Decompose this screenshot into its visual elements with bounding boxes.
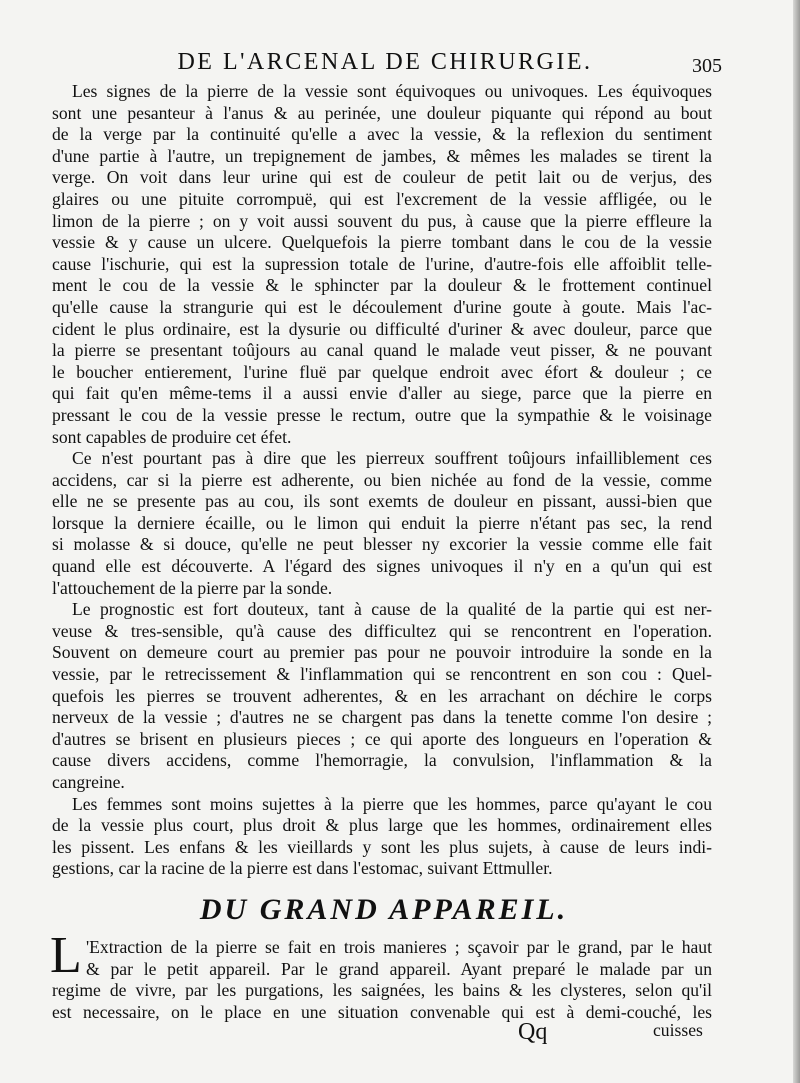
page-number: 305 [692,55,722,77]
text-line: Les femmes sont moins sujettes à la pierre que les hommes, parce qu'ayant le cou [72,793,712,814]
text-line: verge. On voit dans leur urine qui est de couleur de petit lait ou de verjus, des [52,167,712,188]
text-line: regime de vivre, par les purgations, les saignées, les bains & les clysteres, selon qu'il [52,980,712,1001]
text-line: vessie, par le retrecissement & l'inflammation qui se rencontrent en son cou : Quel- [52,664,712,685]
paragraph-exceptions [52,448,712,599]
text-line: Ce n'est pourtant pas à dire que les pierreux souffrent toûjours infailliblement ces [72,448,712,469]
text-line: limon de la pierre ; on y voit aussi souvent du pus, à cause que la pierre effleure la [52,210,712,231]
text-line: & par le petit appareil. Par le grand appareil. Ayant preparé le malade par un [86,958,712,979]
text-line: quand elle est découverte. A l'égard des signes univoques il n'y en a qu'un qui est [52,556,712,577]
text-line: lorsque la derniere écaille, ou le limon qui enduit la pierre n'étant pas sec, la rend [52,512,712,533]
paragraph-women [52,794,712,880]
text-line: d'autres se brisent en plusieurs pieces ; ce qui aporte des longueurs en l'operation & [52,728,712,749]
paragraph-signs [52,81,712,448]
page-edge-shadow [793,0,800,1083]
signature-mark: Qq [518,1019,548,1045]
text-line: sont capables de produire cet éfet. [52,426,292,447]
text-line: nerveux de la vessie ; d'autres ne se chargent pas dans la tenette comme l'on desire ; [52,707,712,728]
text-line: de la verge par la continuité qu'elle a avec la vessie, & la reflexion du sentiment [52,124,712,145]
body-text [52,81,712,880]
text-line: d'une partie à l'autre, un trepignement de jambes, & mêmes les malades se tirent la [52,145,712,166]
drop-cap: L [50,927,82,984]
text-line: 'Extraction de la pierre se fait en trois manieres ; sçavoir par le grand, par le haut [86,937,712,957]
text-line: les pissent. Les enfans & les vieillards y sont les plus sujets, à cause de leurs indi- [52,836,712,857]
text-line: Souvent on demeure court au premier pas pour ne pouvoir introduire la sonde en la [52,642,712,663]
text-line: cangreine. [52,772,125,792]
text-line: cause l'ischurie, qui est la supression totale de l'urine, d'autre-fois elle affoiblit telle- [52,253,712,274]
text-line: ment le cou de la vessie & le sphincter par la douleur & le frottement continuel [52,275,712,296]
text-line: elle ne se presente pas au cou, ils sont exemts de douleur en pissant, aussi-bien que [52,491,712,512]
text-line: cause divers accidens, comme l'hemorragie, la convulsion, l'inflammation & la [52,750,712,771]
text-line: Les signes de la pierre de la vessie sont équivoques ou univoques. Les équivoques [72,81,712,101]
text-line: l'attouchement de la pierre par la sonde. [52,577,333,598]
running-head: DE L'ARCENAL DE CHIRURGIE. [177,49,593,75]
paragraph-prognostic [52,599,712,793]
paragraph-extraction [52,937,712,1023]
text-line: la pierre se presentant toûjours au canal quand le malade veut pisser, & ne pouvant [52,340,712,361]
section-heading: DU GRAND APPAREIL. [199,893,569,926]
catchword: cuisses [653,1020,703,1040]
text-line: cident le plus ordinaire, est la dysurie ou difficulté d'uriner & avec douleur, parce que [52,318,712,339]
text-line: glaires ou une pituite corrompuë, qui est l'excrement de la vessie affligée, ou le [52,188,712,209]
text-line: le boucher entierement, l'urine fluë par quelque endroit avec éfort & douleur ; ce [52,361,712,382]
text-line: quefois les pierres se trouvent adherentes, & en les arrachant on déchire le corps [52,685,712,706]
text-line: qu'elle cause la strangurie qui est le découlement d'urine goute à goute. Mais l'ac- [52,296,712,317]
text-line: de la vessie plus court, plus droit & plus large que les hommes, ordinairement elles [52,815,712,836]
text-line: Le prognostic est fort douteux, tant à cause de la qualité de la partie qui est ner- [72,599,712,620]
text-line: sont une pesanteur à l'anus & au perinée, une douleur piquante qui répond au bout [52,102,712,123]
text-line: accidens, car si la pierre est adherente, ou bien nichée au fond de la vessie, comme [52,469,712,490]
text-line: qui fait qu'en même-tems il a aussi envie d'aller au siege, parce que la pierre en [52,383,712,404]
text-line: gestions, car la racine de la pierre est dans l'estomac, suivant Ettmuller. [52,858,553,879]
text-line: pressant le cou de la vessie presse le rectum, outre que la sympathie & le voisinage [52,404,712,425]
text-line: vessie & y cause un ulcere. Quelquefois la pierre tombant dans le cou de la vessie [52,232,712,253]
text-line: est necessaire, on le place en une situation convenable qui est à demi-couché, les [52,1001,712,1022]
text-line: si molasse & si douce, qu'elle ne peut blesser ny excorier la vessie comme elle fait [52,534,712,555]
text-line: veuse & tres-sensible, qu'à cause des difficultez qui se rencontrent en l'operation. [52,620,712,641]
